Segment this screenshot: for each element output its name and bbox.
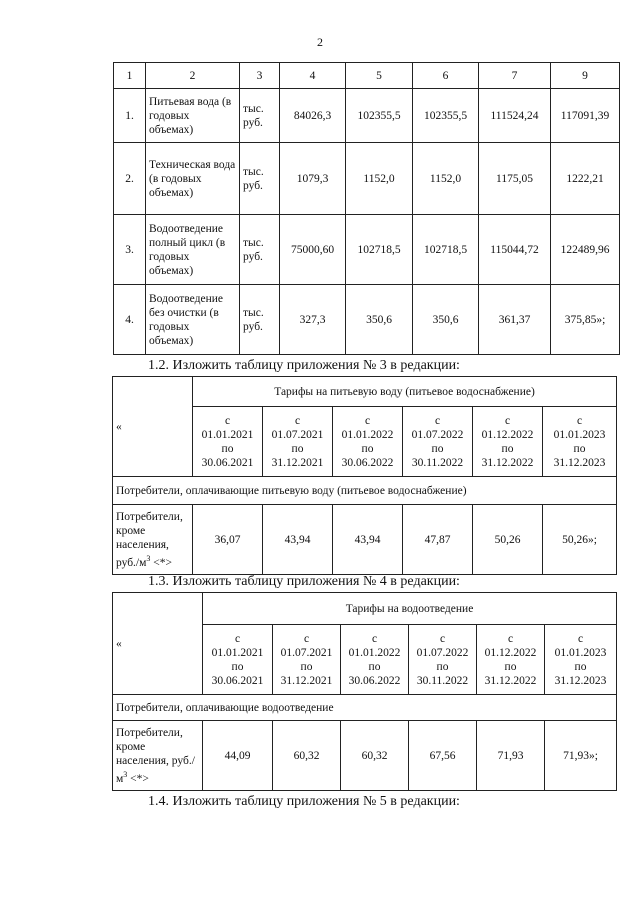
row-unit: тыс. руб. bbox=[240, 89, 280, 143]
period-cell: с 01.07.2021 по 31.12.2021 bbox=[263, 407, 333, 477]
wastewater-tariff-table bbox=[112, 592, 617, 791]
tariff-title: Тарифы на питьевую воду (питьевое водоснабжение) bbox=[193, 377, 617, 407]
value-cell: 67,56 bbox=[409, 721, 477, 791]
row-number: 3. bbox=[114, 215, 146, 285]
value-cell: 350,6 bbox=[346, 285, 413, 355]
value-cell: 36,07 bbox=[193, 505, 263, 575]
value-cell: 50,26»; bbox=[543, 505, 617, 575]
value-cell: 60,32 bbox=[341, 721, 409, 791]
header-cell: 9 bbox=[551, 63, 620, 89]
value-cell: 43,94 bbox=[333, 505, 403, 575]
value-cell: 47,87 bbox=[403, 505, 473, 575]
row-name: Водоотведение полный цикл (в годовых объемах) bbox=[146, 215, 240, 285]
table-row bbox=[114, 215, 620, 285]
value-cell: 361,37 bbox=[479, 285, 551, 355]
value-cell: 84026,3 bbox=[280, 89, 346, 143]
header-cell: 6 bbox=[413, 63, 479, 89]
row-name: Водоотведение без очистки (в годовых объемах) bbox=[146, 285, 240, 355]
value-cell: 75000,60 bbox=[280, 215, 346, 285]
consumers-label: Потребители, оплачивающие водоотведение bbox=[113, 695, 617, 721]
value-cell: 1152,0 bbox=[346, 143, 413, 215]
period-cell: с 01.01.2021 по 30.06.2021 bbox=[203, 625, 273, 695]
row-name: Техническая вода (в годовых объемах) bbox=[146, 143, 240, 215]
value-cell: 102355,5 bbox=[346, 89, 413, 143]
tariff-title-row bbox=[113, 377, 617, 407]
value-cell: 50,26 bbox=[473, 505, 543, 575]
period-cell: с 01.01.2023 по 31.12.2023 bbox=[545, 625, 617, 695]
consumers-label: Потребители, оплачивающие питьевую воду (питьевое водоснабжение) bbox=[113, 477, 617, 505]
period-cell: с 01.01.2022 по 30.06.2022 bbox=[341, 625, 409, 695]
row-number: 2. bbox=[114, 143, 146, 215]
row-number: 4. bbox=[114, 285, 146, 355]
value-cell: 60,32 bbox=[273, 721, 341, 791]
header-cell: 2 bbox=[146, 63, 240, 89]
value-cell: 117091,39 bbox=[551, 89, 620, 143]
period-cell: с 01.12.2022 по 31.12.2022 bbox=[473, 407, 543, 477]
value-cell: 115044,72 bbox=[479, 215, 551, 285]
header-cell: 3 bbox=[240, 63, 280, 89]
section-heading-1-4: 1.4. Изложить таблицу приложения № 5 в редакции: bbox=[148, 794, 460, 809]
value-cell: 102355,5 bbox=[413, 89, 479, 143]
period-cell: с 01.07.2021 по 31.12.2021 bbox=[273, 625, 341, 695]
period-cell: с 01.07.2022 по 30.11.2022 bbox=[403, 407, 473, 477]
value-cell: 375,85»; bbox=[551, 285, 620, 355]
opening-quote: « bbox=[113, 593, 203, 695]
table-row bbox=[114, 143, 620, 215]
value-cell: 71,93 bbox=[477, 721, 545, 791]
page-number: 2 bbox=[317, 35, 323, 49]
period-cell: с 01.12.2022 по 31.12.2022 bbox=[477, 625, 545, 695]
row-label: Потребители, кроме населения, $руб./м^3$ <*> bbox=[113, 721, 203, 791]
row-unit: тыс. руб. bbox=[240, 285, 280, 355]
value-cell: 1175,05 bbox=[479, 143, 551, 215]
period-cell: с 01.01.2023 по 31.12.2023 bbox=[543, 407, 617, 477]
value-cell: 122489,96 bbox=[551, 215, 620, 285]
value-cell: 1222,21 bbox=[551, 143, 620, 215]
table-row bbox=[113, 721, 617, 791]
header-cell: 4 bbox=[280, 63, 346, 89]
header-cell: 1 bbox=[114, 63, 146, 89]
drinking-water-tariff-table bbox=[112, 376, 617, 575]
header-cell: 7 bbox=[479, 63, 551, 89]
value-cell: 102718,5 bbox=[346, 215, 413, 285]
annual-volume-table bbox=[113, 62, 620, 355]
value-cell: 350,6 bbox=[413, 285, 479, 355]
value-cell: 1152,0 bbox=[413, 143, 479, 215]
row-label: Потребители, кроме населения, $руб./м^3$ <*> bbox=[113, 505, 193, 575]
value-cell: 111524,24 bbox=[479, 89, 551, 143]
row-unit: тыс. руб. bbox=[240, 143, 280, 215]
table-header-row bbox=[114, 63, 620, 89]
period-cell: с 01.07.2022 по 30.11.2022 bbox=[409, 625, 477, 695]
section-heading-1-3: 1.3. Изложить таблицу приложения № 4 в редакции: bbox=[148, 574, 460, 589]
value-cell: 1079,3 bbox=[280, 143, 346, 215]
row-unit: тыс. руб. bbox=[240, 215, 280, 285]
period-cell: с 01.01.2021 по 30.06.2021 bbox=[193, 407, 263, 477]
value-cell: 327,3 bbox=[280, 285, 346, 355]
table-row bbox=[114, 285, 620, 355]
value-cell: 44,09 bbox=[203, 721, 273, 791]
period-cell: с 01.01.2022 по 30.06.2022 bbox=[333, 407, 403, 477]
table-row bbox=[114, 89, 620, 143]
value-cell: 43,94 bbox=[263, 505, 333, 575]
tariff-title-row bbox=[113, 593, 617, 625]
row-number: 1. bbox=[114, 89, 146, 143]
table-row bbox=[113, 505, 617, 575]
value-cell: 102718,5 bbox=[413, 215, 479, 285]
row-name: Питьевая вода (в годовых объемах) bbox=[146, 89, 240, 143]
opening-quote: « bbox=[113, 377, 193, 477]
tariff-title: Тарифы на водоотведение bbox=[203, 593, 617, 625]
section-heading-1-2: 1.2. Изложить таблицу приложения № 3 в редакции: bbox=[148, 358, 460, 373]
consumers-row bbox=[113, 477, 617, 505]
consumers-row bbox=[113, 695, 617, 721]
header-cell: 5 bbox=[346, 63, 413, 89]
value-cell: 71,93»; bbox=[545, 721, 617, 791]
